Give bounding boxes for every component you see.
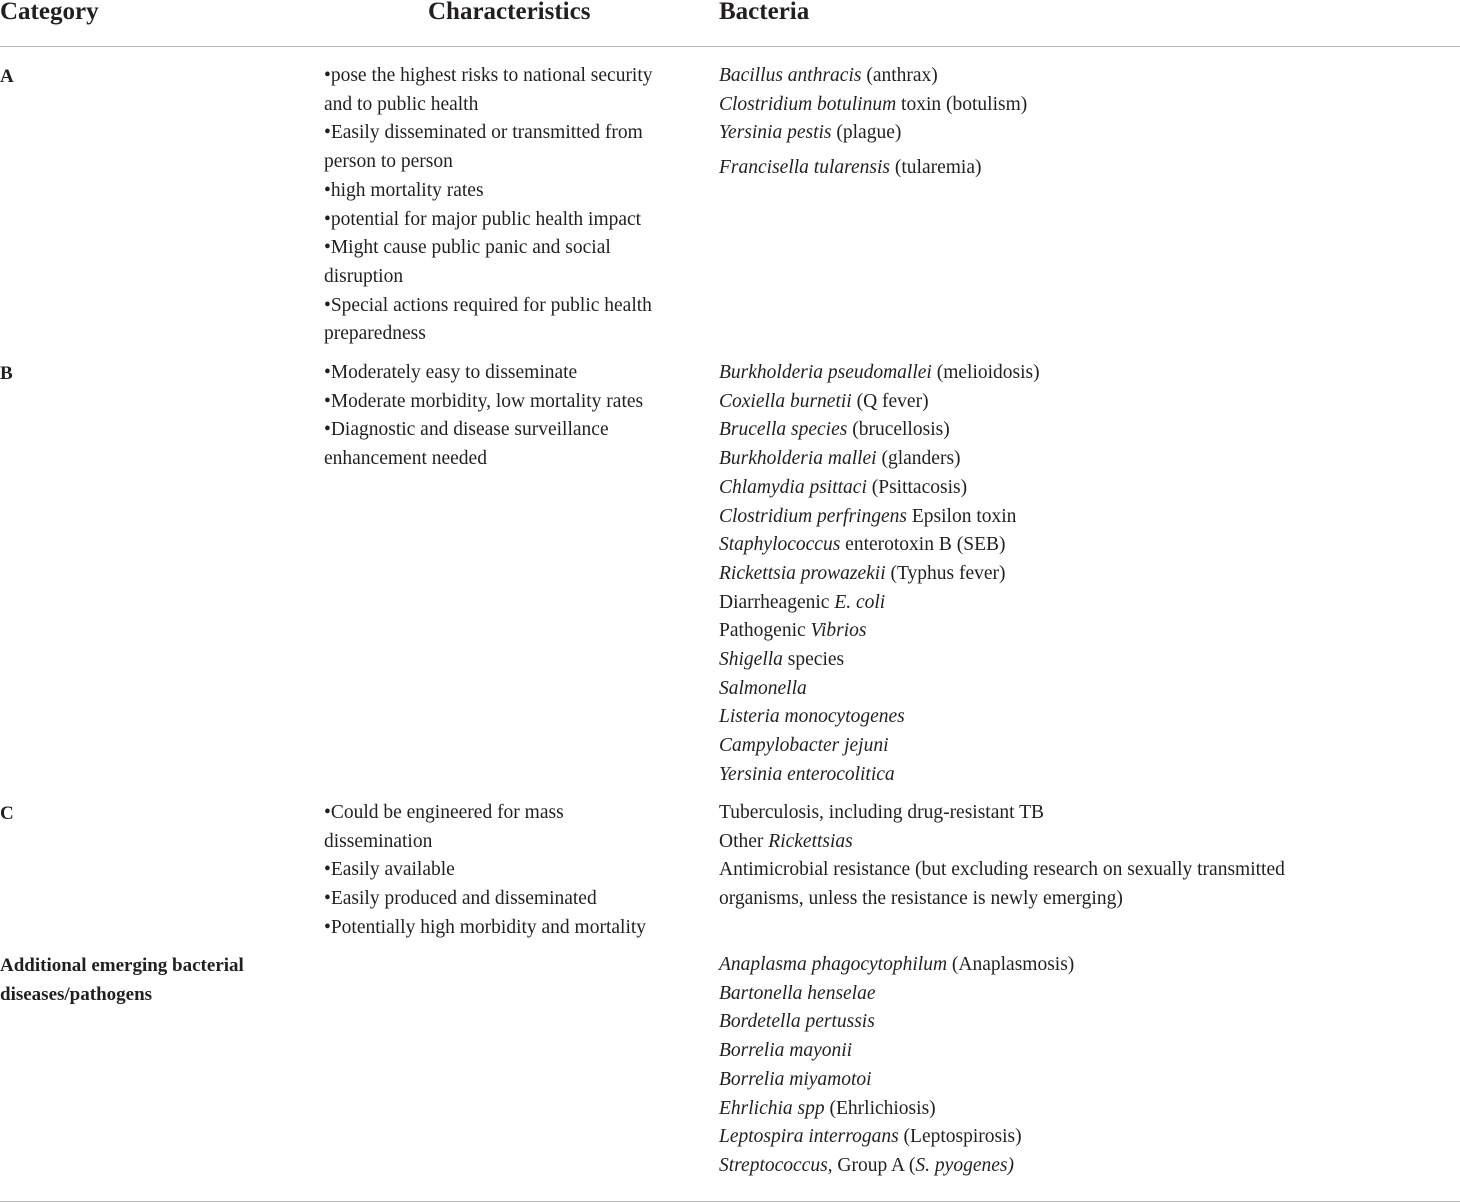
characteristics-line: •Diagnostic and disease surveillance	[324, 419, 609, 441]
category-line: C	[0, 803, 14, 824]
species-name: Borrelia miyamotoi	[719, 1068, 872, 1090]
table-bottom-rule	[0, 1201, 1460, 1202]
entry-text: , Group A (	[827, 1154, 916, 1176]
bacteria-entry	[719, 951, 1419, 980]
entry-text: (Leptospirosis)	[898, 1126, 1022, 1148]
characteristics-line: •Could be engineered for mass	[324, 802, 564, 823]
bacteria-entry	[719, 761, 1419, 790]
category-cell	[0, 799, 300, 828]
characteristics-line: preparedness	[324, 323, 426, 345]
bacteria-entry	[719, 1008, 1419, 1037]
characteristics-line: •Easily disseminated or transmitted from	[324, 122, 643, 144]
entry-text: (plague)	[831, 122, 902, 144]
bacteria-cell	[719, 62, 1419, 183]
species-name: Clostridium botulinum	[719, 93, 897, 115]
species-name: Streptococcus	[719, 1154, 828, 1176]
category-line: diseases/pathogens	[0, 984, 153, 1005]
bacteria-entry	[719, 1095, 1419, 1124]
bacteria-entry	[719, 503, 1419, 532]
bacteria-entry	[719, 445, 1419, 474]
bacteria-entry	[719, 646, 1419, 675]
bacteria-entry	[719, 675, 1419, 704]
entry-text: species	[782, 649, 845, 671]
characteristics-cell	[324, 359, 704, 474]
header-bacteria: Bacteria	[719, 0, 810, 25]
species-name: Coxiella burnetii	[719, 390, 852, 412]
header-characteristics: Characteristics	[428, 0, 591, 25]
characteristics-line: •Special actions required for public health	[324, 294, 652, 316]
bacteria-entry	[719, 1066, 1419, 1095]
entry-text: Tuberculosis, including drug-resistant TB	[719, 802, 1044, 823]
species-name: Staphylococcus	[719, 534, 841, 556]
category-line: A	[0, 66, 14, 87]
bacteria-entry	[719, 119, 1419, 148]
species-name: Campylobacter jejuni	[719, 735, 889, 757]
entry-text: Other	[719, 830, 769, 852]
entry-text: enterotoxin B (SEB)	[840, 534, 1006, 556]
characteristics-line: enhancement needed	[324, 448, 487, 470]
species-name: Francisella tularensis	[719, 157, 890, 179]
bacteria-entry	[719, 617, 1419, 646]
characteristics-line: •Moderate morbidity, low mortality rates	[324, 390, 644, 412]
entry-text: (glanders)	[876, 448, 961, 470]
characteristics-cell	[324, 62, 704, 349]
entry-text: Antimicrobial resistance (but excluding research on sexually transmitted	[719, 859, 1285, 881]
characteristics-line: •potential for major public health impact	[324, 208, 642, 230]
characteristics-line: •high mortality rates	[324, 179, 484, 201]
species-name: Anaplasma phagocytophilum	[719, 954, 948, 975]
category-line: B	[0, 363, 13, 384]
species-name: Leptospira interrogans	[719, 1126, 899, 1148]
bacteria-entry	[719, 474, 1419, 503]
entry-text: (Anaplasmosis)	[947, 954, 1075, 975]
characteristics-line: •Potentially high morbidity and mortality	[324, 916, 647, 938]
category-line: Additional emerging bacterial	[0, 955, 244, 976]
entry-text: (tularemia)	[889, 157, 982, 179]
characteristics-line: and to public health	[324, 93, 479, 115]
header-category: Category	[0, 0, 99, 25]
species-name: Shigella	[719, 649, 783, 671]
characteristics-line: person to person	[324, 151, 453, 173]
bacteria-entry	[719, 91, 1419, 120]
species-name: Yersinia pestis	[719, 122, 832, 144]
bacteria-entry	[719, 154, 1419, 183]
species-name: Burkholderia mallei	[719, 448, 877, 470]
entry-text: (Q fever)	[851, 390, 929, 412]
species-name: Borrelia mayonii	[719, 1040, 853, 1062]
characteristics-line: •pose the highest risks to national security	[324, 65, 653, 86]
bacteria-entry	[719, 1152, 1419, 1181]
bacteria-cell	[719, 359, 1419, 790]
bacteria-entry	[719, 1037, 1419, 1066]
species-name: E. coli	[834, 591, 886, 613]
species-name: Yersinia enterocolitica	[719, 763, 895, 785]
characteristics-line: •Easily available	[324, 859, 455, 881]
table-header-row	[0, 0, 1460, 47]
characteristics-line: •Easily produced and disseminated	[324, 888, 597, 910]
entry-text: (anthrax)	[861, 65, 938, 86]
species-name: Bacillus anthracis	[719, 65, 862, 86]
bacteria-entry	[719, 560, 1419, 589]
species-name: Salmonella	[719, 677, 807, 699]
species-name: Bordetella pertussis	[719, 1011, 875, 1033]
bacteria-entry	[719, 799, 1419, 828]
entry-text: Diarrheagenic	[719, 591, 835, 613]
bacteria-entry	[719, 980, 1419, 1009]
bacteria-entry	[719, 589, 1419, 618]
species-name: Vibrios	[810, 620, 867, 642]
species-name: Listeria monocytogenes	[719, 706, 905, 728]
category-cell	[0, 359, 300, 388]
species-name: Clostridium perfringens	[719, 505, 907, 527]
bacteria-cell	[719, 799, 1419, 914]
entry-text: organisms, unless the resistance is newly emerging)	[719, 888, 1123, 910]
bacteria-entry	[719, 531, 1419, 560]
bacteria-entry	[719, 885, 1419, 914]
bacteria-entry	[719, 1123, 1419, 1152]
entry-text: (Ehrlichiosis)	[824, 1097, 936, 1119]
bacteria-entry	[719, 856, 1419, 885]
characteristics-cell	[324, 799, 704, 943]
bacteria-cell	[719, 951, 1419, 1181]
entry-text: toxin (botulism)	[896, 93, 1028, 115]
species-name: Burkholderia pseudomallei	[719, 362, 932, 383]
species-name: Ehrlichia spp	[719, 1097, 825, 1119]
species-name: Brucella species	[719, 419, 848, 441]
bacteria-entry	[719, 703, 1419, 732]
entry-text: (melioidosis)	[931, 362, 1040, 383]
species-name: Bartonella henselae	[719, 982, 876, 1004]
bacteria-entry	[719, 828, 1419, 857]
category-cell	[0, 951, 300, 1009]
species-name: Rickettsias	[768, 830, 853, 852]
entry-text: (Psittacosis)	[866, 476, 968, 498]
characteristics-line: disruption	[324, 265, 404, 287]
characteristics-line: dissemination	[324, 830, 433, 852]
bacteria-entry	[719, 62, 1419, 91]
characteristics-line: •Moderately easy to disseminate	[324, 362, 578, 383]
species-name: Chlamydia psittaci	[719, 476, 867, 498]
category-cell	[0, 62, 300, 91]
species-name: S. pyogenes)	[915, 1154, 1014, 1176]
entry-text: (Typhus fever)	[885, 562, 1006, 584]
characteristics-line: •Might cause public panic and social	[324, 237, 611, 259]
bacteria-entry	[719, 416, 1419, 445]
species-name: Rickettsia prowazekii	[719, 562, 886, 584]
bacteria-entry	[719, 388, 1419, 417]
entry-text: (brucellosis)	[847, 419, 950, 441]
entry-text: Pathogenic	[719, 620, 811, 642]
bacteria-entry	[719, 732, 1419, 761]
bacteria-entry	[719, 359, 1419, 388]
entry-text: Epsilon toxin	[906, 505, 1017, 527]
